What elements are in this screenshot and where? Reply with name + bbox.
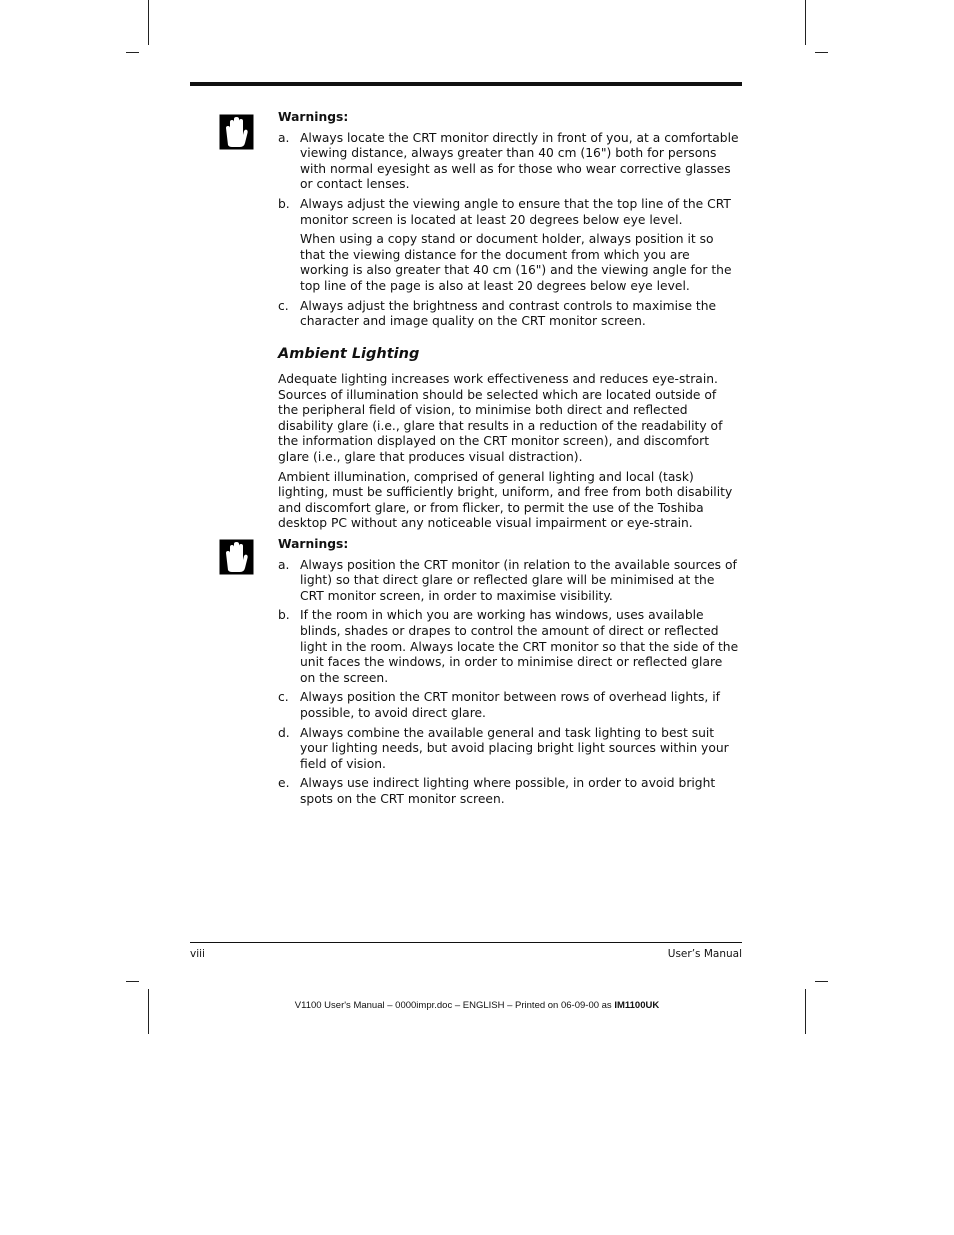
crop-mark xyxy=(815,52,828,53)
warning-hand-icon xyxy=(219,114,254,150)
warning-item xyxy=(278,299,740,330)
item-letter: c. xyxy=(278,298,289,313)
warnings-heading: Warnings: xyxy=(278,537,349,551)
warning-item xyxy=(278,197,740,295)
print-info-text: V1100 User's Manual – 0000impr.doc – ENGLISH – Printed on 06-09-00 as xyxy=(294,1000,615,1011)
crop-mark xyxy=(148,0,149,45)
warning-item xyxy=(278,131,740,193)
print-info-code: IM1100UK xyxy=(614,1000,660,1011)
crop-mark xyxy=(805,0,806,45)
warnings-block-1 xyxy=(278,110,740,334)
item-text: Always adjust the brightness and contrast controls to maximise the character and image quality on the CRT monitor screen. xyxy=(300,298,717,329)
crop-mark xyxy=(805,989,806,1034)
item-text: When using a copy stand or document holder, always position it so that the viewing distance for the document from which you are working is also greater that 40 cm (16") and the viewing angle for the top line of the page is also at least 20 degrees below eye level. xyxy=(300,232,732,293)
warning-item xyxy=(278,608,740,686)
body-paragraph: Ambient illumination, comprised of general lighting and local (task) lighting, must be sufficiently bright, uniform, and free from both disability and discomfort glare, or from flicker, to permit the use of the Toshiba desktop PC without any noticeable visual impairment or eye-strain. xyxy=(278,469,733,531)
header-rule xyxy=(190,82,742,86)
item-letter: b. xyxy=(278,196,290,211)
crop-mark xyxy=(148,989,149,1034)
item-text: Always use indirect lighting where possible, in order to avoid bright spots on the CRT monitor screen. xyxy=(300,776,716,806)
item-letter: b. xyxy=(278,608,290,623)
footer-rule xyxy=(190,942,742,943)
crop-mark xyxy=(815,981,828,982)
item-text: Always locate the CRT monitor directly in front of you, at a comfortable viewing distance, always greater than 40 cm (16") both for persons with normal eyesight as well as for those who wear corrective glasses or contact lenses. xyxy=(300,130,739,192)
warning-item xyxy=(278,776,740,807)
item-text: Always position the CRT monitor (in relation to the available sources of light) so that direct glare or reflected glare will be minimised at the CRT monitor screen, in order to maximise visibility. xyxy=(300,557,737,603)
warning-hand-icon xyxy=(219,539,254,575)
item-letter: c. xyxy=(278,690,289,705)
warnings-block-2 xyxy=(278,537,740,812)
item-letter: a. xyxy=(278,130,290,145)
manual-title: User’s Manual xyxy=(667,948,742,960)
print-info xyxy=(0,1000,954,1011)
item-text: Always adjust the viewing angle to ensure that the top line of the CRT monitor screen is located at least 20 degrees below eye level. xyxy=(300,196,731,227)
item-letter: e. xyxy=(278,776,290,791)
page-number: viii xyxy=(190,948,205,960)
crop-mark xyxy=(126,52,139,53)
warning-item xyxy=(278,558,740,605)
item-text: If the room in which you are working has windows, uses available blinds, shades or drapes to control the amount of direct or reflected light in the room. Always locate the CRT monitor so that the side of the unit faces the windows, in order to minimise direct or reflected glare on the screen. xyxy=(300,608,739,685)
item-text: Always combine the available general and task lighting to best suit your lighting needs, but avoid placing bright light sources within your field of vision. xyxy=(300,725,729,771)
item-letter: d. xyxy=(278,725,290,740)
warnings-heading: Warnings: xyxy=(278,110,349,124)
crop-mark xyxy=(126,981,139,982)
item-text: Always position the CRT monitor between rows of overhead lights, if possible, to avoid direct glare. xyxy=(300,690,720,720)
warning-item xyxy=(278,690,740,721)
section-title: Ambient Lighting xyxy=(278,346,420,362)
ambient-lighting-body xyxy=(278,372,740,536)
item-letter: a. xyxy=(278,557,290,572)
warning-item xyxy=(278,726,740,773)
body-paragraph: Adequate lighting increases work effectiveness and reduces eye-strain. Sources of illumination should be selected which are located outside of the peripheral field of vision, to minimise both direct and reflected disability glare (i.e., glare that results in a reduction of the readability of the information displayed on the CRT monitor screen), and discomfort glare (i.e., glare that produces visual distraction). xyxy=(278,372,723,464)
